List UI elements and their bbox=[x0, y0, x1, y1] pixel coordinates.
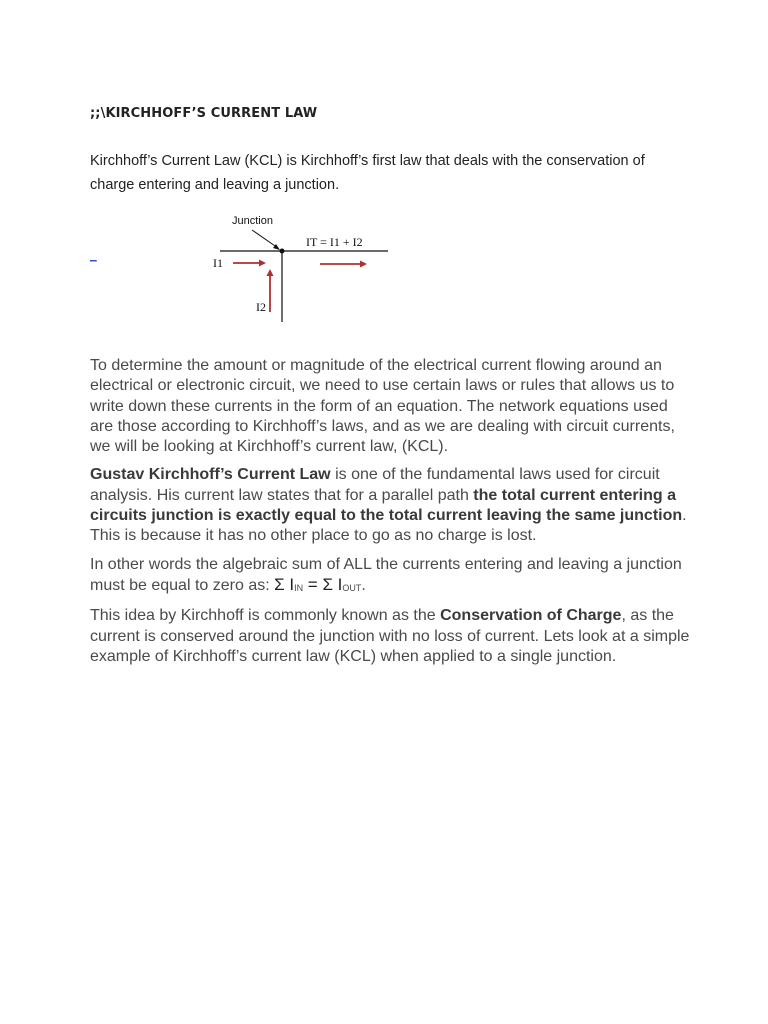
i1-label: I1 bbox=[213, 256, 223, 270]
sigma-out: Σ I bbox=[322, 574, 343, 594]
paragraph-4-text-2: , as the current is conserved around the junction with no loss of current. Lets look at a simple example of Kirchhoff’s current law (KCL) when applied to a single junction. bbox=[90, 607, 690, 665]
i2-label: I2 bbox=[256, 300, 266, 314]
sub-in: IN bbox=[294, 582, 304, 593]
kcl-name: Gustav Kirchhoff’s Current Law bbox=[90, 466, 331, 484]
junction-label: Junction bbox=[232, 215, 273, 227]
equals-sign: = bbox=[303, 574, 323, 594]
junction-node bbox=[280, 249, 285, 254]
paragraph-4 bbox=[90, 606, 690, 667]
intro-paragraph: Kirchhoff’s Current Law (KCL) is Kirchhoff’s first law that deals with the conservation of charge entering and leaving a junction. bbox=[90, 153, 645, 193]
link-marker[interactable]: _ bbox=[90, 248, 97, 262]
junction-pointer bbox=[252, 230, 278, 248]
period: . bbox=[361, 576, 366, 594]
sigma-in: Σ I bbox=[274, 574, 295, 594]
equation-label: IT = I1 + I2 bbox=[306, 235, 363, 249]
sub-out: OUT bbox=[342, 582, 362, 593]
paragraph-2 bbox=[90, 465, 690, 546]
document-body bbox=[90, 356, 690, 675]
conservation-of-charge: Conservation of Charge bbox=[440, 607, 622, 625]
paragraph-3 bbox=[90, 555, 690, 599]
paragraph-4-text-1: This idea by Kirchhoff is commonly known as the bbox=[90, 607, 441, 625]
it-arrow-head bbox=[360, 261, 367, 268]
paragraph-2-text-1: is one of the fundamental laws used for circuit analysis. His current law states that for a parallel path bbox=[90, 466, 660, 504]
paragraph-1: To determine the amount or magnitude of the electrical current flowing around an electrical or electronic circuit, we need to use certain laws or rules that allows us to write down these currents in the form of an equation. The network equations used are those according to Kirchhoff’s laws, and as we are dealing with circuit currents, we will be looking at Kirchhoff’s current law, (KCL). bbox=[90, 357, 675, 456]
paragraph-2-text-2: . This is because it has no other place to go as no charge is lost. bbox=[90, 507, 687, 545]
paragraph-3-text: In other words the algebraic sum of ALL the currents entering and leaving a junction must be equal to zero as: bbox=[90, 555, 682, 594]
i2-arrow-head bbox=[267, 269, 274, 276]
document-heading: ;;\KIRCHHOFF’S CURRENT LAW bbox=[90, 106, 318, 121]
kcl-statement: the total current entering a circuits junction is exactly equal to the total current leaving the same junction bbox=[90, 486, 683, 525]
junction-diagram bbox=[200, 208, 400, 328]
i1-arrow-head bbox=[259, 260, 266, 267]
